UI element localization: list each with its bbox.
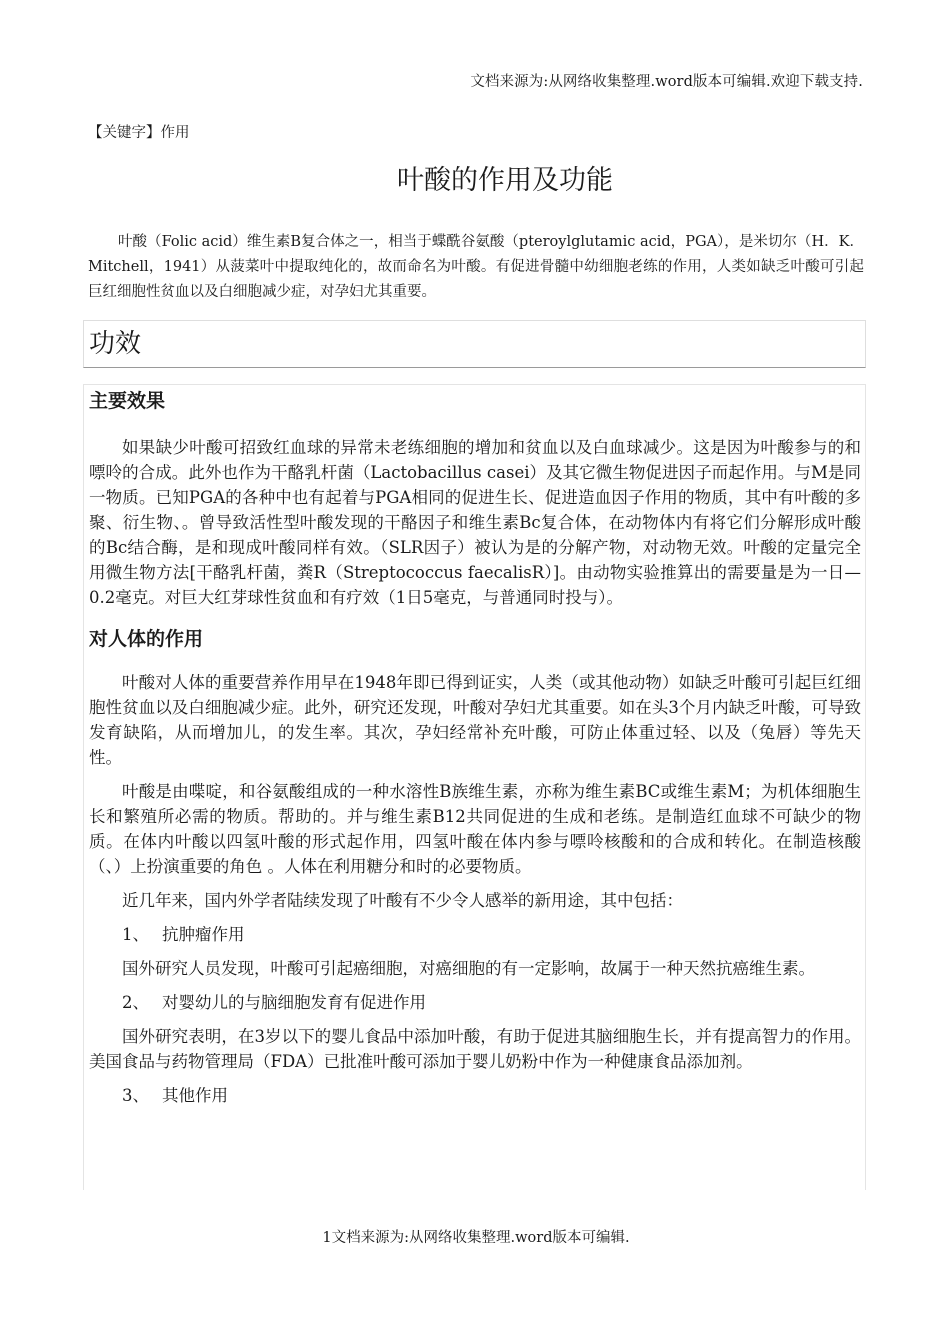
human-effects-paragraph-3: 近几年来，国内外学者陆续发现了叶酸有不少令人感举的新用途，其中包括： (122, 891, 683, 910)
section-heading-box (83, 320, 866, 368)
intro-paragraph: 叶酸（Folic acid）维生素B复合体之一，相当于蝶酰谷氨酸（pteroylglutamic acid，PGA），是米切尔（H．K．Mitchell，1941）从菠菜叶中提取纯化的，故而命名为叶酸。有促进骨髓中幼细胞老练的作用，人类如缺乏叶酸可引起巨红细胞性贫血以及白细胞减少症，对孕妇尤其重要。 (88, 234, 864, 300)
list-item-1-text: 国外研究人员发现，叶酸可引起癌细胞，对癌细胞的有一定影响，故属于一种天然抗癌维生素。 (122, 959, 815, 978)
list-item-2-number: 2、 (122, 993, 149, 1012)
human-effects-heading: 对人体的作用 (89, 628, 204, 650)
list-item-3-number: 3、 (122, 1086, 149, 1105)
section-content-box (83, 384, 866, 1190)
list-item-3-label: 其他作用 (162, 1086, 228, 1105)
list-item-2-text: 国外研究表明，在3岁以下的婴儿食品中添加叶酸，有助于促进其脑细胞生长，并有提高智力的作用。美国食品与药物管理局（FDA）已批准叶酸可添加于婴儿奶粉中作为一种健康食品添加剂。 (89, 1027, 861, 1071)
list-item-1-title (89, 922, 861, 947)
header-source-note: 文档来源为:从网络收集整理.word版本可编辑.欢迎下载支持. (470, 74, 863, 90)
section-content (89, 385, 861, 1108)
keyword-line: 【关键字】作用 (88, 125, 190, 141)
section-title: 功效 (89, 329, 142, 359)
list-item-2-label: 对婴幼儿的与脑细胞发育有促进作用 (162, 993, 426, 1012)
main-effects-paragraph: 如果缺少叶酸可招致红血球的异常未老练细胞的增加和贫血以及白血球减少。这是因为叶酸参与的和嘌呤的合成。此外也作为干酪乳杆菌（Lactobacillus casei）及其它微生物促进因子而起作用。与M是同一物质。已知PGA的各种中也有起着与PGA相同的促进生长、促进造血因子作用的物质，其中有叶酸的多聚、衍生物、。曾导致活性型叶酸发现的干酪因子和维生素Bc复合体，在动物体内有将它们分解形成叶酸的Bc结合酶，是和现成叶酸同样有效。（SLR因子）被认为是的分解产物，对动物无效。叶酸的定量完全用微生物方法[干酪乳杆菌，粪R（Streptococcus faecalisR）]。由动物实验推算出的需要量是为一日—0.2毫克。对巨大红芽球性贫血和有疗效（1日5毫克，与普通同时投与）。 (89, 438, 861, 607)
list-item-2-title (89, 990, 861, 1015)
main-effects-heading: 主要效果 (89, 390, 166, 412)
human-effects-paragraph-1: 叶酸对人体的重要营养作用早在1948年即已得到证实，人类（或其他动物）如缺乏叶酸可引起巨红细胞性贫血以及白细胞减少症。此外，研究还发现，叶酸对孕妇尤其重要。如在头3个月内缺乏叶酸，可导致发育缺陷，从而增加儿，的发生率。其次，孕妇经常补充叶酸，可防止体重过轻、以及（兔唇）等先天性。 (89, 673, 861, 767)
list-item-1-label: 抗肿瘤作用 (162, 925, 245, 944)
list-item-1-number: 1、 (122, 925, 149, 944)
document-title: 叶酸的作用及功能 (397, 165, 613, 196)
human-effects-paragraph-2: 叶酸是由喋啶，和谷氨酸组成的一种水溶性B族维生素，亦称为维生素BC或维生素M；为机体细胞生长和繁殖所必需的物质。帮助的。并与维生素B12共同促进的生成和老练。是制造红血球不可缺少的物质。在体内叶酸以四氢叶酸的形式起作用，四氢叶酸在体内参与嘌呤核酸和的合成和转化。在制造核酸（、）上扮演重要的角色 。人体在利用糖分和时的必要物质。 (89, 782, 861, 876)
footer-source-note: 1文档来源为:从网络收集整理.word版本可编辑. (322, 1230, 630, 1246)
list-item-3-title (89, 1083, 861, 1108)
